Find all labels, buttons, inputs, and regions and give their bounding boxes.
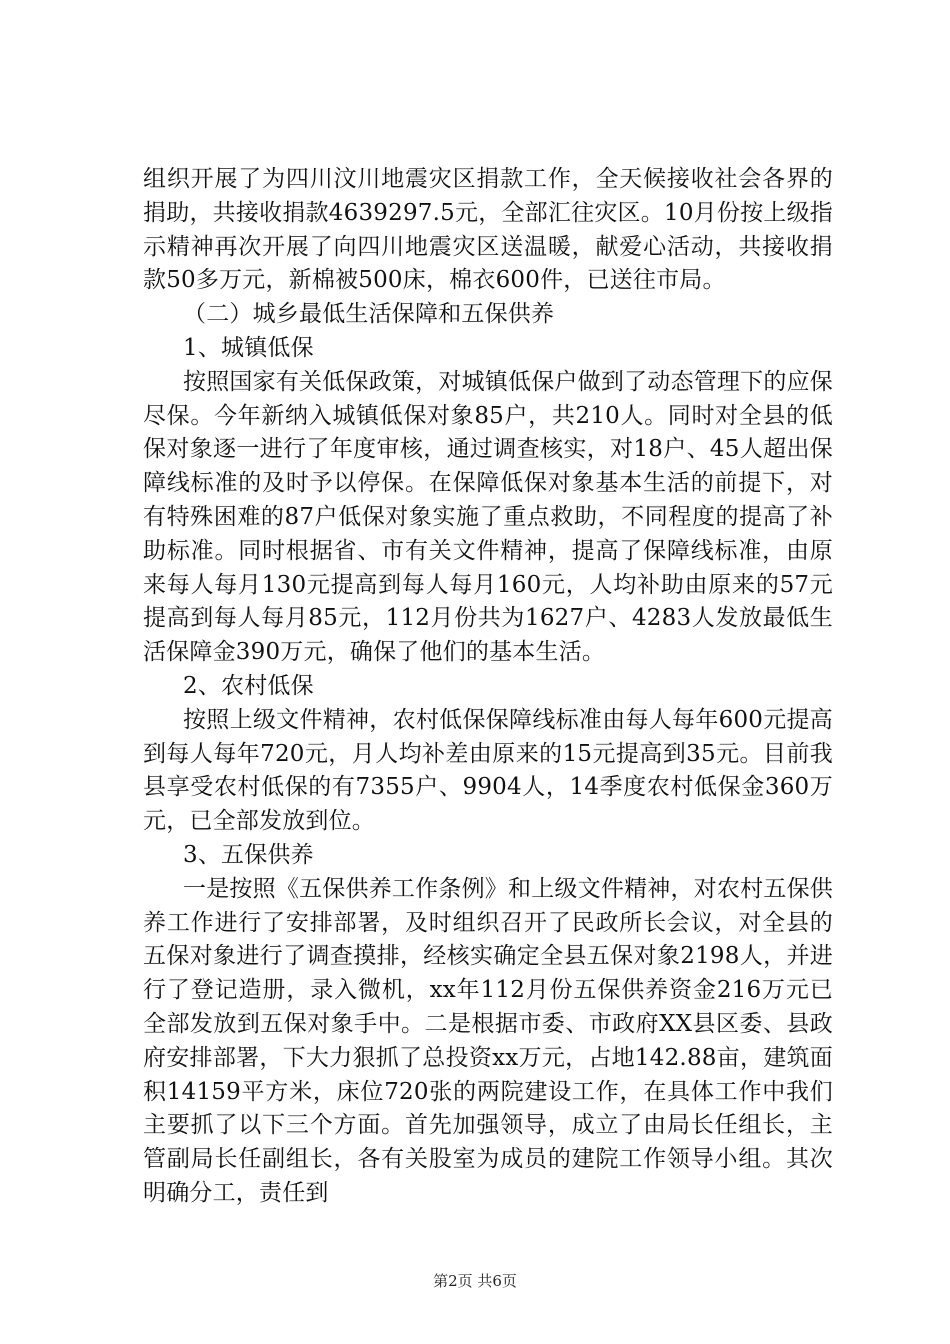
subheading-rural-dibao: 2、农村低保 <box>183 672 314 699</box>
subheading-urban-dibao: 1、城镇低保 <box>183 334 314 361</box>
page-number-footer: 第2页 共6页 <box>433 1272 517 1290</box>
paragraph-urban-dibao: 按照国家有关低保政策，对城镇低保户做到了动态管理下的应保尽保。今年新纳入城镇低保对象85户，共210人。同时对全县的低保对象逐一进行了年度审核，通过调查核实，对18户、45人超出保障线标准的及时予以停保。在保障低保对象基本生活的前提下，对有特殊困难的87户低保对象实施了重点救助，不同程度的提高了补助标准。同时根据省、市有关文件精神，提高了保障线标准，由原来每人每月130元提高到每人每月160元，人均补助由原来的57元提高到每人每月85元，112月份共为1627户、4283人发放最低生活保障金390万元，确保了他们的基本生活。 <box>143 368 833 666</box>
section-heading-minimum-living-security: （二）城乡最低生活保障和五保供养 <box>183 301 555 328</box>
paragraph-wubao: 一是按照《五保供养工作条例》和上级文件精神，对农村五保供养工作进行了安排部署，及时组织召开了民政所长会议，对全县的五保对象进行了调查摸排，经核实确定全县五保对象2198人，并进行了登记造册，录入微机，xx年112月份五保供养资金216万元已全部发放到五保对象手中。二是根据市委、市政府XX县区委、县政府安排部署，下大力狠抓了总投资xx万元，占地142.88亩，建筑面积14159平方米，床位720张的两院建设工作，在具体工作中我们主要抓了以下三个方面。首先加强领导，成立了由局长任组长，主管副局长任副组长，各有关股室为成员的建院工作领导小组。其次明确分工，责任到 <box>143 875 833 1206</box>
paragraph-rural-dibao: 按照上级文件精神，农村低保保障线标准由每人每年600元提高到每人每年720元，月人均补差由原来的15元提高到35元。目前我县享受农村低保的有7355户、9904人，14季度农村低保金360万元，已全部发放到位。 <box>143 706 833 835</box>
paragraph-donations: 组织开展了为四川汶川地震灾区捐款工作，全天候接收社会各界的捐助，共接收捐款4639297.5元，全部汇往灾区。10月份按上级指示精神再次开展了向四川地震灾区送温暖，献爱心活动，共接收捐款50多万元，新棉被500床，棉衣600件，已送往市局。 <box>143 166 833 294</box>
document-body <box>143 163 833 1211</box>
subheading-wubao: 3、五保供养 <box>183 841 314 868</box>
